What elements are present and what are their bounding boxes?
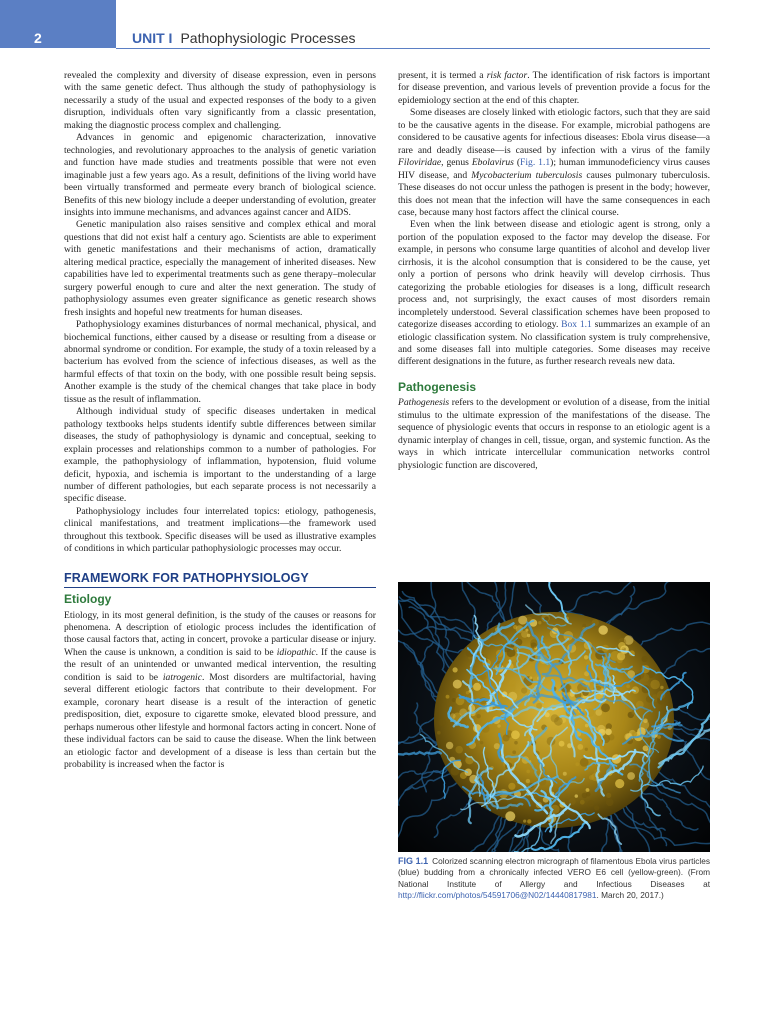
header-rule	[116, 48, 710, 49]
paragraph: Genetic manipulation also raises sensitive and complex ethical and moral questions that did not exist half a century ago. Scientists are able to experiment with genetic manifestations and their mechanisms of action, dramatically altering medical practice, especially the management of inherited diseases. New capabilities have led to experimental treatments such as gene therapy–molecular surgery powerful enough to cure and alter the next generation. The study of pathophysiology assumes even greater significance as genetic research shows fresh insights and hopeful new treatments for human diseases.	[64, 219, 376, 318]
unit-label: UNIT I	[132, 30, 173, 46]
caption-text: . March 20, 2017.)	[596, 890, 664, 901]
paragraph: Although individual study of specific diseases undertaken in medical pathology textbooks helps students identify subtle differences between similar diseases, the study of pathophysiology is dynamic and conceptual, seeking to explain processes and relationships common to a number of pathologies. For example, the pathophysiology of inflammation, hypotension, fluid volume deficit, hypoxia, and ischemia is important to the understanding of a large number of different pathologies, but each separate process is not necessarily a specific disease.	[64, 406, 376, 505]
text-run: (	[513, 157, 521, 169]
page-number: 2	[34, 30, 42, 46]
term-idiopathic: idiopathic	[276, 646, 316, 658]
subsection-heading-pathogenesis: Pathogenesis	[398, 379, 477, 394]
subsection-heading-etiology: Etiology	[64, 592, 112, 607]
caption-url-link[interactable]: http://flickr.com/photos/54591706@N02/14440817981	[398, 890, 597, 901]
paragraph	[398, 107, 710, 219]
text-run: summarizes an example of an etiologic classification system. No classification system is truly comprehensive, and some diseases fall into multiple categories. Some diseases may receive different designations in the future, as further research reveals new data.	[398, 319, 710, 368]
figure-label: FIG 1.1	[398, 856, 429, 866]
page-number-tab	[0, 0, 116, 48]
text-run: causes pulmonary tuberculosis. These diseases do not occur unless the pathogen is present in the body; however, this does not mean that the infection will have the same consequences in each case, because many host factors affect the clinical course.	[398, 169, 710, 218]
text-run: ); human immunodeficiency virus causes HIV disease, and	[398, 157, 711, 181]
text-run: Even when the link between disease and etiologic agent is strong, only a portion of the population exposed to the factor may develop the disease. For example, in persons who consume large quantities of alcohol and develop liver cirrhosis, it is the alcohol consumption that is considered to be the cause, yet only a portion of persons who drink heavily will develop cirrhosis. Thus categorizing the probable etiologies for diseases is a long, difficult research process and, not surprisingly, the exact causes of most disorders remain incompletely understood. Several classification schemes have been proposed to categorize diseases according to etiology.	[398, 219, 710, 331]
text-run: Etiology, in its most general definition, is the study of the causes or reasons for phenomena. A description of etiologic process includes the identification of those causal factors that, acting in concert, provoke a particular disease or injury. When the cause is unknown, a condition is said to be	[64, 609, 376, 658]
chapter-title: Pathophysiologic Processes	[180, 30, 356, 46]
running-header	[132, 30, 356, 46]
text-run: refers to the development or evolution of a disease, from the initial stimulus to the ultimate expression of the manifestations of the disease. The sequence of physiologic events that occurs in response to an etiologic agent is a dynamic interplay of changes in cell, tissue, organ, and systemic function. As the ways in which intricate intercellular communication networks control physiologic function are discovered,	[398, 397, 710, 471]
paragraph: revealed the complexity and diversity of disease expression, even in persons with the same genetic defect. Thus although the study of pathophysiology is necessarily a study of the usual and expected responses of the body to a given disruption, individuals often vary significantly from a classic presentation, making the diagnostic process complex and challenging.	[64, 70, 376, 131]
figure-caption	[398, 856, 710, 902]
term-filoviridae: Filoviridae	[398, 157, 442, 169]
paragraph: Pathophysiology includes four interrelated topics: etiology, pathogenesis, clinical manifestations, and treatment implications—the framework used throughout this textbook. Specific diseases will be used as illustrative examples of conditions in which particular pathophysiologic processes may occur.	[64, 505, 376, 555]
paragraph: Advances in genomic and epigenomic characterization, innovative technologies, and revolutionary approaches to the analysis of genetic variation and function have made studies and treatments possible that were not even imaginable just a few years ago. As a result, definitions of the living world have been virtually transformed and permeate every branch of biological science. Benefits of this new biology include a deeper understanding of evolution, greater insights into immune mechanisms, and advances against cancer and AIDS.	[64, 132, 376, 218]
figure-micrograph	[398, 582, 710, 852]
section-heading: FRAMEWORK FOR PATHOPHYSIOLOGY	[64, 572, 376, 588]
ebola-micrograph-image	[398, 582, 710, 852]
paragraph	[398, 397, 710, 472]
text-run: , genus	[441, 157, 472, 169]
text-run: . The identification of risk factors is important for disease prevention, and various levels of prevention provide a focus for the epidemiology section at the end of this chapter.	[398, 70, 710, 106]
figure-link[interactable]: Fig. 1.1	[520, 157, 551, 169]
left-column	[64, 70, 376, 771]
term-mycobacterium: Mycobacterium tuberculosis	[471, 169, 583, 181]
term-risk-factor: risk factor	[486, 70, 528, 81]
box-link[interactable]: Box 1.1	[561, 319, 592, 331]
paragraph	[398, 70, 710, 107]
term-pathogenesis: Pathogenesis	[398, 397, 450, 409]
text-run: present, it is termed a	[398, 70, 487, 81]
text-run: . Most disorders are multifactorial, having several different etiologic factors that contribute to their development. For example, coronary heart disease is a result of the interaction of genetic predisposition, diet, exposure to cigarette smoke, elevated blood pressure, and perhaps numerous other lifestyle and hormonal factors acting in concert. None of these individual factors can be said to cause the disease. When the link between an etiologic factor and development of a disease is less than certain but the probability is increased when the factor is	[64, 671, 376, 771]
paragraph	[398, 219, 710, 368]
text-run: Some diseases are closely linked with etiologic factors, such that they are said to be the causative agents in the disease. For example, microbial pathogens are considered to be causative agents for infectious diseases: Ebola virus disease—a rare and deadly disease—is caused by infection with a virus of the family	[398, 107, 710, 156]
caption-text: Colorized scanning electron micrograph of filamentous Ebola virus particles (blue) budding from a chronically infected VERO E6 cell (yellow-green). (From National Institute of Allergy and Infectious Diseases at	[398, 856, 710, 889]
paragraph: Pathophysiology examines disturbances of normal mechanical, physical, and biochemical functions, either caused by a disease or resulting from a disease or abnormal syndrome or condition. For example, the study of a toxin released by a bacterium has evolved from the science of infectious diseases, as well as the harmful effects of that toxin on the body, with one possible result being sepsis. Another example is the study of the chemical changes that take place in body tissue as the result of inflammation.	[64, 319, 376, 405]
text-run: . If the cause is the result of an unintended or unwanted medical intervention, the resulting condition is said to be	[64, 646, 376, 683]
term-ebolavirus: Ebolavirus	[471, 157, 514, 169]
term-iatrogenic: iatrogenic	[162, 671, 202, 683]
right-column	[398, 70, 710, 472]
paragraph	[64, 610, 376, 772]
